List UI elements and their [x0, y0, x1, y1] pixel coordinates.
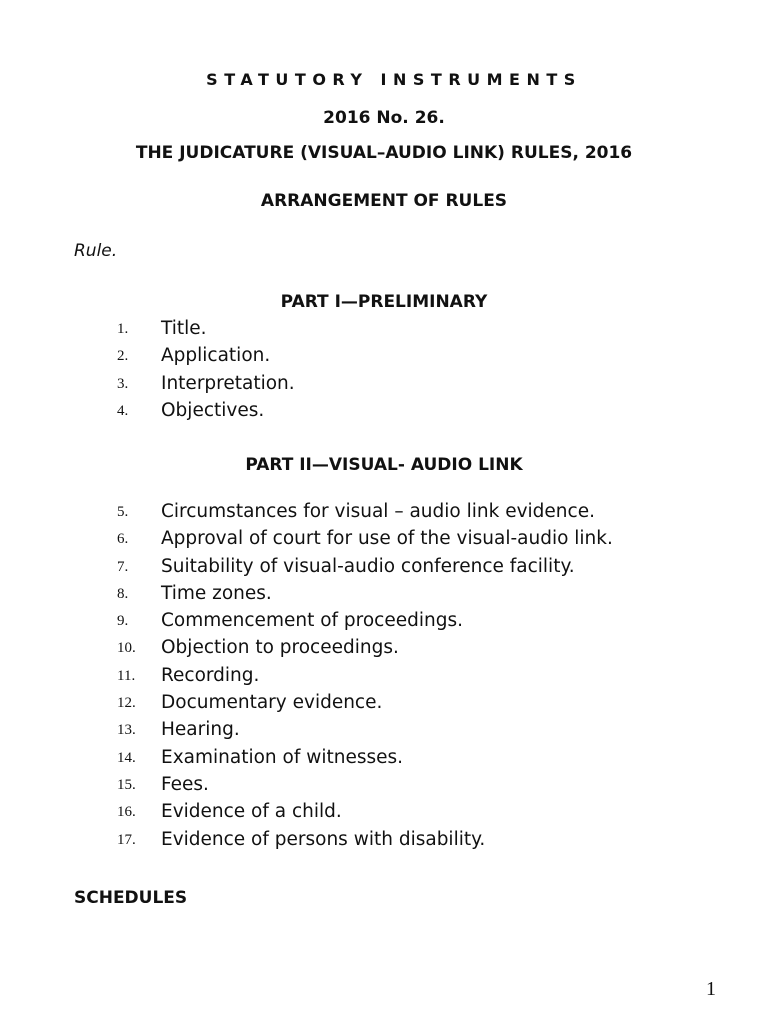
item-text: Evidence of persons with disability. — [161, 828, 486, 850]
item-number: 10. — [117, 640, 136, 657]
item-number: 12. — [117, 695, 136, 712]
item-text: Approval of court for use of the visual-audio link. — [161, 528, 613, 550]
page-number: 1 — [706, 978, 716, 1000]
rule-label: Rule. — [74, 241, 118, 261]
rules-title: THE JUDICATURE (VISUAL–AUDIO LINK) RULES, 2016 — [135, 143, 633, 163]
item-text: Suitability of visual-audio conference facility. — [161, 555, 575, 577]
schedules-heading: SCHEDULES — [74, 888, 188, 908]
arrangement-heading: ARRANGEMENT OF RULES — [260, 191, 508, 211]
item-text: Evidence of a child. — [161, 801, 342, 823]
collection-heading: STATUTORY INSTRUMENTS — [206, 70, 582, 89]
item-number: 15. — [117, 776, 136, 793]
item-number: 6. — [117, 531, 129, 548]
item-number: 11. — [117, 667, 136, 684]
part2-heading: PART II—VISUAL- AUDIO LINK — [245, 455, 523, 475]
item-text: Documentary evidence. — [161, 692, 383, 714]
item-text: Time zones. — [161, 582, 272, 604]
item-number: 13. — [117, 722, 136, 739]
item-number: 8. — [117, 585, 129, 602]
item-number: 3. — [117, 375, 129, 392]
item-number: 14. — [117, 749, 136, 766]
item-text: Circumstances for visual – audio link evidence. — [161, 501, 595, 522]
item-number: 17. — [117, 831, 136, 848]
item-text: Recording. — [161, 664, 260, 686]
item-number: 2. — [117, 348, 129, 365]
item-number: 9. — [117, 613, 129, 630]
item-number: 4. — [117, 402, 129, 419]
item-text: Fees. — [161, 773, 209, 795]
item-number: 1. — [117, 321, 129, 337]
item-text: Title. — [161, 318, 207, 339]
item-text: Commencement of proceedings. — [161, 610, 463, 632]
item-number: 5. — [117, 504, 129, 520]
instrument-number: 2016 No. 26. — [323, 108, 445, 128]
item-text: Objection to proceedings. — [161, 637, 399, 659]
item-text: Application. — [161, 345, 271, 367]
part1-heading: PART I—PRELIMINARY — [280, 292, 488, 312]
item-number: 7. — [117, 558, 129, 575]
item-number: 16. — [117, 804, 136, 821]
item-text: Interpretation. — [161, 372, 295, 394]
item-text: Examination of witnesses. — [161, 746, 404, 768]
item-text: Hearing. — [161, 719, 240, 741]
item-text: Objectives. — [161, 399, 265, 421]
